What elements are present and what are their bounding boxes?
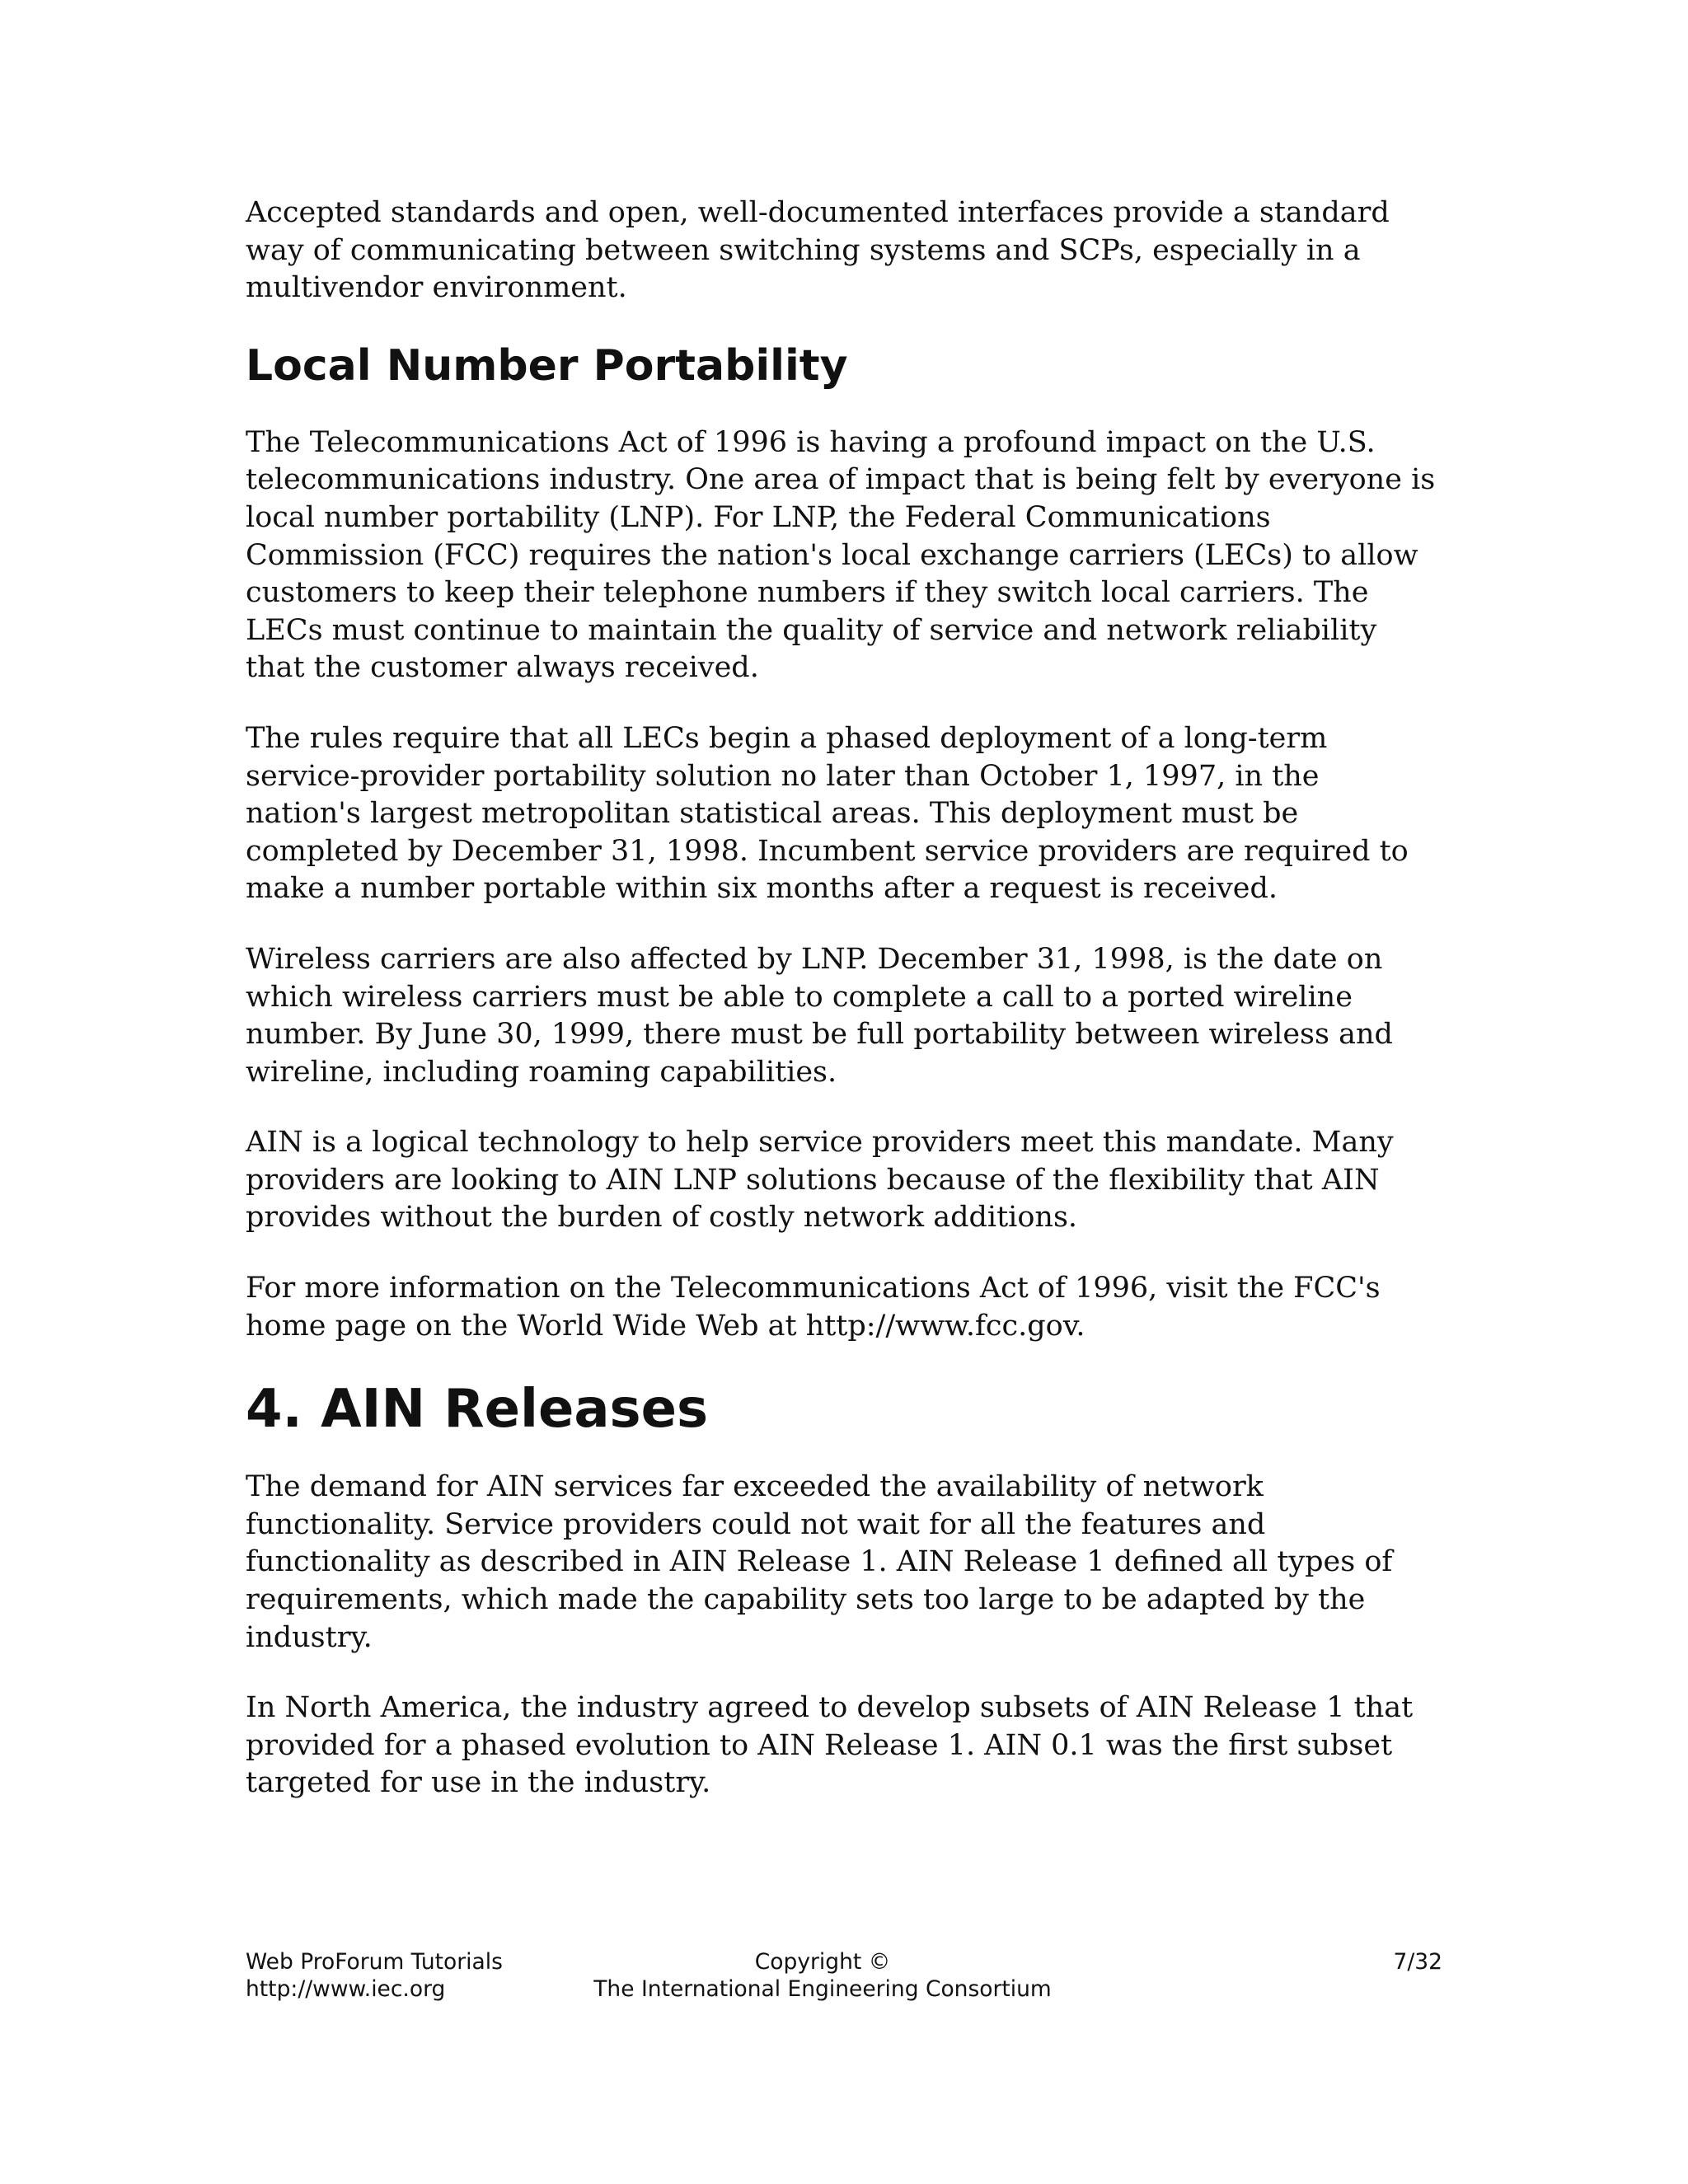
footer-organization: The International Engineering Consortium [593,1976,1052,2002]
page-number: 7/32 [1393,1949,1442,1975]
page-content [246,194,1442,1835]
lnp-paragraph-2: The rules require that all LECs begin a phased deployment of a long-term service-provider portability solution no later than October 1, 1997, in the nation's largest metropolitan statistical areas. This deployment must be completed by December 31, 1998. Incumbent service providers are required to make a number portable within six months after a request is received. [246,721,1409,906]
ain-paragraph-2: In North America, the industry agreed to develop subsets of AIN Release 1 that provided for a phased evolution to AIN Release 1. AIN 0.1 was the first subset targeted for use in the industry. [246,1691,1414,1800]
footer-publication: Web ProForum Tutorials [246,1949,503,1975]
intro-paragraph: Accepted standards and open, well-documented interfaces provide a standard way of communicating between switching systems and SCPs, especially in a multivendor environment. [246,196,1390,305]
lnp-paragraph-4: AIN is a logical technology to help service providers meet this mandate. Many providers are looking to AIN LNP solutions because of the flexibility that AIN provides without the burden of costly network additions. [246,1126,1394,1235]
ain-paragraph-1: The demand for AIN services far exceeded the availability of network functionality. Service providers could not wait for all the features and functionality as described in AIN Release 1. AIN Release 1 defined all types of requirements, which made the capability sets too large to be adapted by the industry. [246,1470,1393,1654]
lnp-paragraph-1: The Telecommunications Act of 1996 is having a profound impact on the U.S. telecommunications industry. One area of impact that is being felt by everyone is local number portability (LNP). For LNP, the Federal Communications Commission (FCC) requires the nation's local exchange carriers (LECs) to allow customers to keep their telephone numbers if they switch local carriers. The LECs must continue to maintain the quality of service and network reliability that the customer always received. [246,425,1436,685]
footer-left [246,1948,503,2003]
footer-url-link[interactable]: http://www.iec.org [246,1976,446,2002]
section-heading-lnp: Local Number Portability [246,340,848,391]
footer-center [509,1948,1136,2003]
lnp-paragraph-5: For more information on the Telecommunications Act of 1996, visit the FCC's home page on the World Wide Web at http://www.fcc.gov. [246,1272,1381,1343]
lnp-paragraph-3: Wireless carriers are also affected by LNP. December 31, 1998, is the date on which wireless carriers must be able to complete a call to a ported wireline number. By June 30, 1999, there must be full portability between wireless and wireline, including roaming capabilities. [246,942,1393,1089]
section-heading-ain-releases: 4. AIN Releases [246,1379,709,1441]
footer-right [1393,1948,1442,1975]
footer-copyright: Copyright © [754,1949,891,1975]
